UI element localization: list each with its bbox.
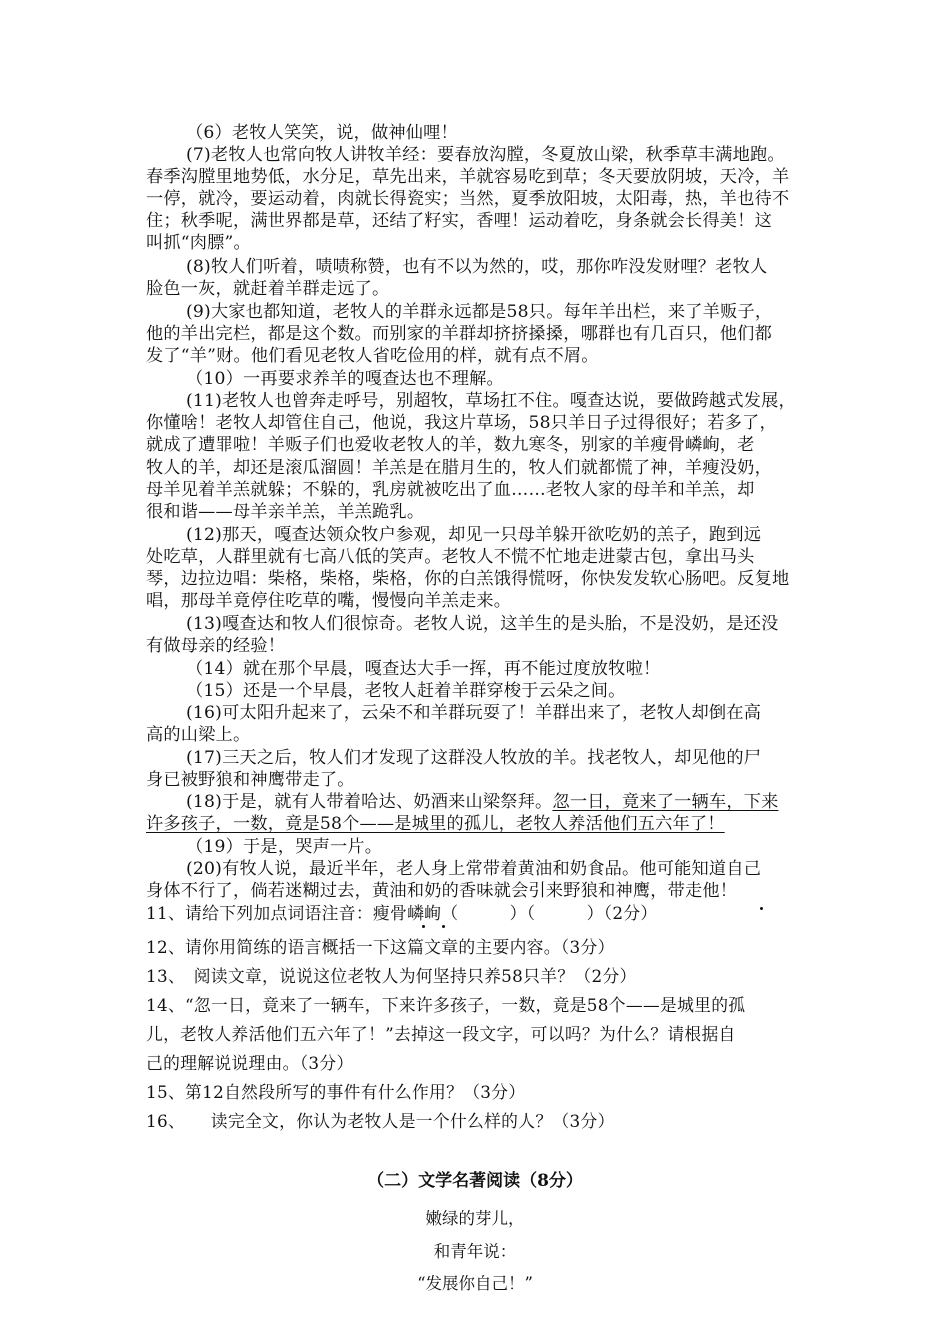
passage-line: (11)老牧人也曾奔走呼号，别超牧，草场扛不住。嘎查达说，要做跨越式发展， [186,391,796,411]
passage-line: (7)老牧人也常向牧人讲牧羊经：要春放沟膛，冬夏放山梁，秋季草丰满地跑。 [186,145,785,165]
passage-line: 你懂啥！老牧人却管住自己，他说，我这片草场，58只羊日子过得很好；若多了， [146,413,777,433]
passage-line: 牧人的羊，却还是滚瓜溜圆！羊羔是在腊月生的，牧人们就都慌了神，羊瘦没奶， [146,458,772,478]
passage-line: 脸色一灰，就赶着羊群走远了。 [146,279,390,299]
passage-line: 叫抓“肉膘”。 [146,233,251,253]
passage-line: （10）一再要求养羊的嘎查达也不理解。 [186,369,504,389]
poem-line: 和青年说： [433,1242,517,1261]
passage-line: (20)有牧人说，最近半年，老人身上常带着黄油和奶食品。他可能知道自己 [186,859,762,879]
passage-line: 高的山梁上。 [146,725,251,745]
passage-line: 唱，那母羊竟停住吃草的嘴，慢慢向羊羔走来。 [146,591,512,611]
emphasis-dot [422,925,425,928]
passage-line: 住；秋季呢，满世界都是草，还结了籽实，香哩！运动着吃，身条就会长得美！这 [146,211,772,231]
passage-line: （19）于是，哭声一片。 [186,837,383,857]
underlined-sentence: 忽一日，竟来了一辆车，下来 [552,792,779,812]
passage-line: 有做母亲的经验！ [146,636,286,656]
passage-line: （15）还是一个早晨，老牧人赶着羊群穿梭于云朵之间。 [186,681,626,701]
question-14: 14、“忽一日，竟来了一辆车，下来许多孩子，一数，竟是58个——是城里的孤 [146,995,746,1015]
passage-line: （6）老牧人笑笑，说，做神仙哩！ [186,123,458,143]
question-15: 15、第12自然段所写的事件有什么作用？（3分） [146,1082,526,1102]
passage-line: (17)三天之后，牧人们才发现了这群没人牧放的羊。找老牧人，却见他的尸 [186,748,762,768]
passage-line: （14）就在那个早晨，嘎查达大手一挥，再不能过度放牧啦！ [186,659,661,679]
question-11: 11、请给下列加点词语注音：瘦骨嶙峋（ ）（ ）（2分） [146,903,658,923]
passage-line: 一停，就冷，要运动着，肉就长得瓷实；当然，夏季放阳坡，太阳毒，热，羊也待不 [146,189,790,209]
question-14: 己的理解说说理由。（3分） [146,1053,354,1073]
passage-line: 很和谐——母羊亲羊羔，羊羔跪乳。 [146,502,425,522]
passage-line: 身已被野狼和神鹰带走了。 [146,770,355,790]
passage-line: (12)那天，嘎查达领众牧户参观，却见一只母羊躲开欲吃奶的羔子，跑到远 [186,525,762,545]
question-14: 儿，老牧人养活他们五六年了！”去掉这一段文字，可以吗？为什么？请根据自 [146,1024,736,1044]
passage-line: (13)嘎查达和牧人们很惊奇。老牧人说，这羊生的是头胎，不是没奶，是还没 [186,614,779,634]
emphasis-dot [442,925,445,928]
passage-line: 发了“羊”财。他们看见老牧人省吃俭用的样，就有点不屑。 [146,346,599,366]
passage-line: 处吃草，人群里就有七高八低的笑声。老牧人不慌不忙地走进蒙古包，拿出马头 [146,547,755,567]
passage-line: 就成了遭罪啦！羊贩子们也爱收老牧人的羊，数九寒冬，别家的羊瘦骨嶙峋，老 [146,435,755,455]
question-12: 12、请你用简练的语言概括一下这篇文章的主要内容。（3分） [146,937,615,957]
poem-line: “发展你自己！” [417,1274,533,1293]
passage-line: (16)可太阳升起来了，云朵不和羊群玩耍了！羊群出来了，老牧人却倒在高 [186,703,762,723]
underlined-sentence: 许多孩子，一数，竟是58个——是城里的孤儿，老牧人养活他们五六年了！ [146,814,725,834]
question-16: 16、 读完全文，你认为老牧人是一个什么样的人？（3分） [146,1111,615,1131]
passage-line: 春季沟膛里地势低，水分足，草先出来，羊就容易吃到草；冬天要放阴坡，天冷，羊 [146,167,790,187]
passage-line: (9)大家也都知道，老牧人的羊群永远都是58只。每年羊出栏，来了羊贩子， [186,302,773,322]
question-13: 13、 阅读文章，说说这位老牧人为何坚持只养58只羊？（2分） [146,966,637,986]
passage-line: 身体不行了，倘若迷糊过去，黄油和奶的香味就会引来野狼和神鹰，带走他！ [146,881,738,901]
section-title: （二）文学名著阅读（8分） [367,1171,583,1191]
passage-text: (18)于是，就有人带着哈达、奶酒来山梁祭拜。 [186,792,553,812]
passage-line: 母羊见着羊羔就躲；不躲的，乳房就被吃出了血……老牧人家的母羊和羊羔，却 [146,480,755,500]
passage-line: 琴，边拉边唱：柴格，柴格，柴格，你的白羔饿得慌呀，你快发发软心肠吧。反复地 [146,569,790,589]
passage-line: 他的羊出完栏，都是这个数。而别家的羊群却挤挤搡搡，哪群也有几百只，他们都 [146,324,772,344]
emphasis-dot [760,907,763,910]
poem-line: 嫩绿的芽儿， [425,1209,525,1228]
passage-line: (8)牧人们听着，啧啧称赞，也有不以为然的，哎，那你咋没发财哩？老牧人 [186,257,768,277]
passage-line [186,791,826,813]
